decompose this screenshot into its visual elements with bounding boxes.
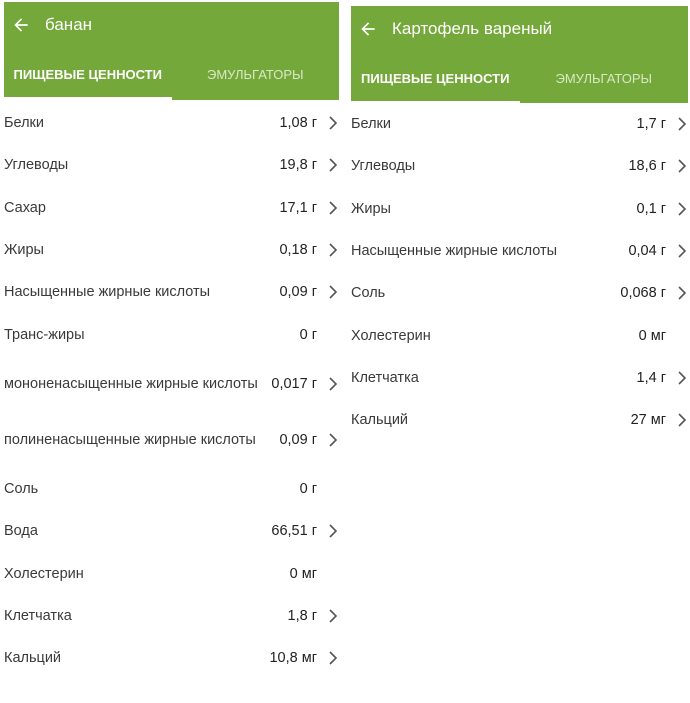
nutrient-label: мононенасыщенные жирные кислоты bbox=[4, 375, 258, 392]
chevron-right-icon bbox=[317, 158, 339, 172]
nutrient-value: 10,8 мг bbox=[269, 650, 317, 667]
nutrient-list bbox=[4, 102, 339, 679]
nutrient-label: Клетчатка bbox=[4, 607, 72, 624]
nutrient-row[interactable] bbox=[351, 230, 688, 272]
nutrient-label: Кальций bbox=[351, 412, 409, 429]
tab-emulsifiers[interactable]: ЭМУЛЬГАТОРЫ bbox=[206, 66, 304, 82]
nutrient-value: 19,8 г bbox=[279, 157, 317, 174]
tab-nutrition-values[interactable]: ПИЩЕВЫЕ ЦЕННОСТИ bbox=[351, 52, 520, 104]
app-bar bbox=[351, 6, 688, 103]
chevron-right-icon bbox=[317, 433, 339, 447]
nutrient-row[interactable] bbox=[4, 271, 339, 313]
nutrient-value: 0,017 г bbox=[271, 375, 317, 392]
nutrient-value: 1,4 г bbox=[636, 369, 666, 386]
nutrient-label: Жиры bbox=[4, 242, 44, 259]
nutrient-row[interactable] bbox=[4, 187, 339, 229]
nutrient-label: Сахар bbox=[4, 199, 46, 216]
chevron-placeholder bbox=[317, 328, 339, 342]
nutrient-label: Белки bbox=[4, 115, 45, 132]
nutrient-value: 0,09 г bbox=[279, 284, 317, 301]
nutrient-label: Соль bbox=[4, 480, 39, 497]
nutrient-row[interactable] bbox=[351, 272, 688, 314]
nutrient-row[interactable] bbox=[4, 144, 339, 186]
nutrient-label: Холестерин bbox=[4, 565, 84, 582]
nutrient-value: 27 мг bbox=[630, 412, 666, 429]
chevron-right-icon bbox=[666, 117, 688, 131]
chevron-right-icon bbox=[666, 159, 688, 173]
page-title: Картофель вареный bbox=[392, 19, 553, 38]
nutrient-row[interactable] bbox=[4, 229, 339, 271]
chevron-right-icon bbox=[317, 201, 339, 215]
nutrient-row[interactable] bbox=[4, 595, 339, 637]
chevron-right-icon bbox=[317, 524, 339, 538]
chevron-placeholder bbox=[666, 329, 688, 343]
nutrient-label: Насыщенные жирные кислоты bbox=[4, 284, 211, 301]
nutrient-label: Соль bbox=[351, 285, 386, 302]
chevron-right-icon bbox=[317, 609, 339, 623]
nutrient-label: Углеводы bbox=[4, 157, 69, 174]
nutrient-row bbox=[4, 313, 339, 355]
nutrient-value: 18,6 г bbox=[628, 158, 666, 175]
nutrient-value: 66,51 г bbox=[271, 523, 317, 540]
nutrient-label: Вода bbox=[4, 523, 38, 540]
tab-nutrition-values[interactable]: ПИЩЕВЫЕ ЦЕННОСТИ bbox=[4, 48, 172, 100]
nutrient-row[interactable] bbox=[4, 510, 339, 552]
chevron-right-icon bbox=[317, 377, 339, 391]
chevron-placeholder bbox=[317, 567, 339, 581]
nutrient-value: 0,1 г bbox=[636, 200, 666, 217]
tab-bar bbox=[4, 48, 339, 100]
chevron-right-icon bbox=[666, 413, 688, 427]
nutrient-label: Транс-жиры bbox=[4, 326, 85, 343]
chevron-right-icon bbox=[317, 243, 339, 257]
nutrient-value: 1,8 г bbox=[287, 607, 317, 624]
nutrient-row[interactable] bbox=[4, 412, 339, 468]
nutrient-list bbox=[351, 103, 688, 441]
nutrient-value: 0 г bbox=[299, 326, 317, 343]
nutrient-value: 0 мг bbox=[289, 565, 317, 582]
nutrient-label: Углеводы bbox=[351, 158, 416, 175]
chevron-right-icon bbox=[666, 202, 688, 216]
chevron-placeholder bbox=[317, 482, 339, 496]
nutrient-row[interactable] bbox=[351, 145, 688, 187]
nutrient-value: 0 г bbox=[299, 480, 317, 497]
nutrient-row bbox=[4, 468, 339, 510]
nutrient-value: 0,068 г bbox=[620, 285, 666, 302]
nutrient-value: 0,09 г bbox=[279, 431, 317, 448]
nutrient-row[interactable] bbox=[4, 637, 339, 679]
page-title: банан bbox=[45, 15, 93, 34]
nutrient-label: Холестерин bbox=[351, 327, 431, 344]
title-bar bbox=[351, 6, 688, 52]
nutrient-row[interactable] bbox=[351, 188, 688, 230]
nutrient-label: Жиры bbox=[351, 200, 391, 217]
nutrient-value: 0,18 г bbox=[279, 242, 317, 259]
nutrient-value: 1,7 г bbox=[636, 116, 666, 133]
nutrient-row bbox=[4, 552, 339, 594]
back-arrow-icon[interactable] bbox=[358, 19, 378, 39]
nutrient-label: Белки bbox=[351, 116, 392, 133]
nutrient-row[interactable] bbox=[351, 103, 688, 145]
title-bar bbox=[4, 2, 339, 48]
nutrient-value: 17,1 г bbox=[279, 199, 317, 216]
nutrition-screen-banana bbox=[4, 2, 339, 679]
nutrient-value: 0,04 г bbox=[628, 243, 666, 260]
chevron-right-icon bbox=[317, 116, 339, 130]
nutrient-value: 1,08 г bbox=[279, 115, 317, 132]
nutrition-screen-boiled-potato bbox=[351, 6, 688, 441]
nutrient-label: Клетчатка bbox=[351, 369, 419, 386]
nutrient-row[interactable] bbox=[4, 356, 339, 412]
nutrient-label: полиненасыщенные жирные кислоты bbox=[4, 431, 256, 448]
app-bar bbox=[4, 2, 339, 100]
chevron-right-icon bbox=[317, 285, 339, 299]
chevron-right-icon bbox=[666, 286, 688, 300]
tab-emulsifiers[interactable]: ЭМУЛЬГАТОРЫ bbox=[555, 70, 653, 86]
chevron-right-icon bbox=[317, 651, 339, 665]
nutrient-row[interactable] bbox=[351, 399, 688, 441]
nutrient-value: 0 мг bbox=[638, 327, 666, 344]
nutrient-label: Насыщенные жирные кислоты bbox=[351, 243, 558, 260]
nutrient-label: Кальций bbox=[4, 650, 62, 667]
chevron-right-icon bbox=[666, 244, 688, 258]
nutrient-row[interactable] bbox=[351, 357, 688, 399]
tab-bar bbox=[351, 52, 688, 104]
nutrient-row bbox=[351, 314, 688, 356]
back-arrow-icon[interactable] bbox=[11, 15, 31, 35]
nutrient-row[interactable] bbox=[4, 102, 339, 144]
chevron-right-icon bbox=[666, 371, 688, 385]
